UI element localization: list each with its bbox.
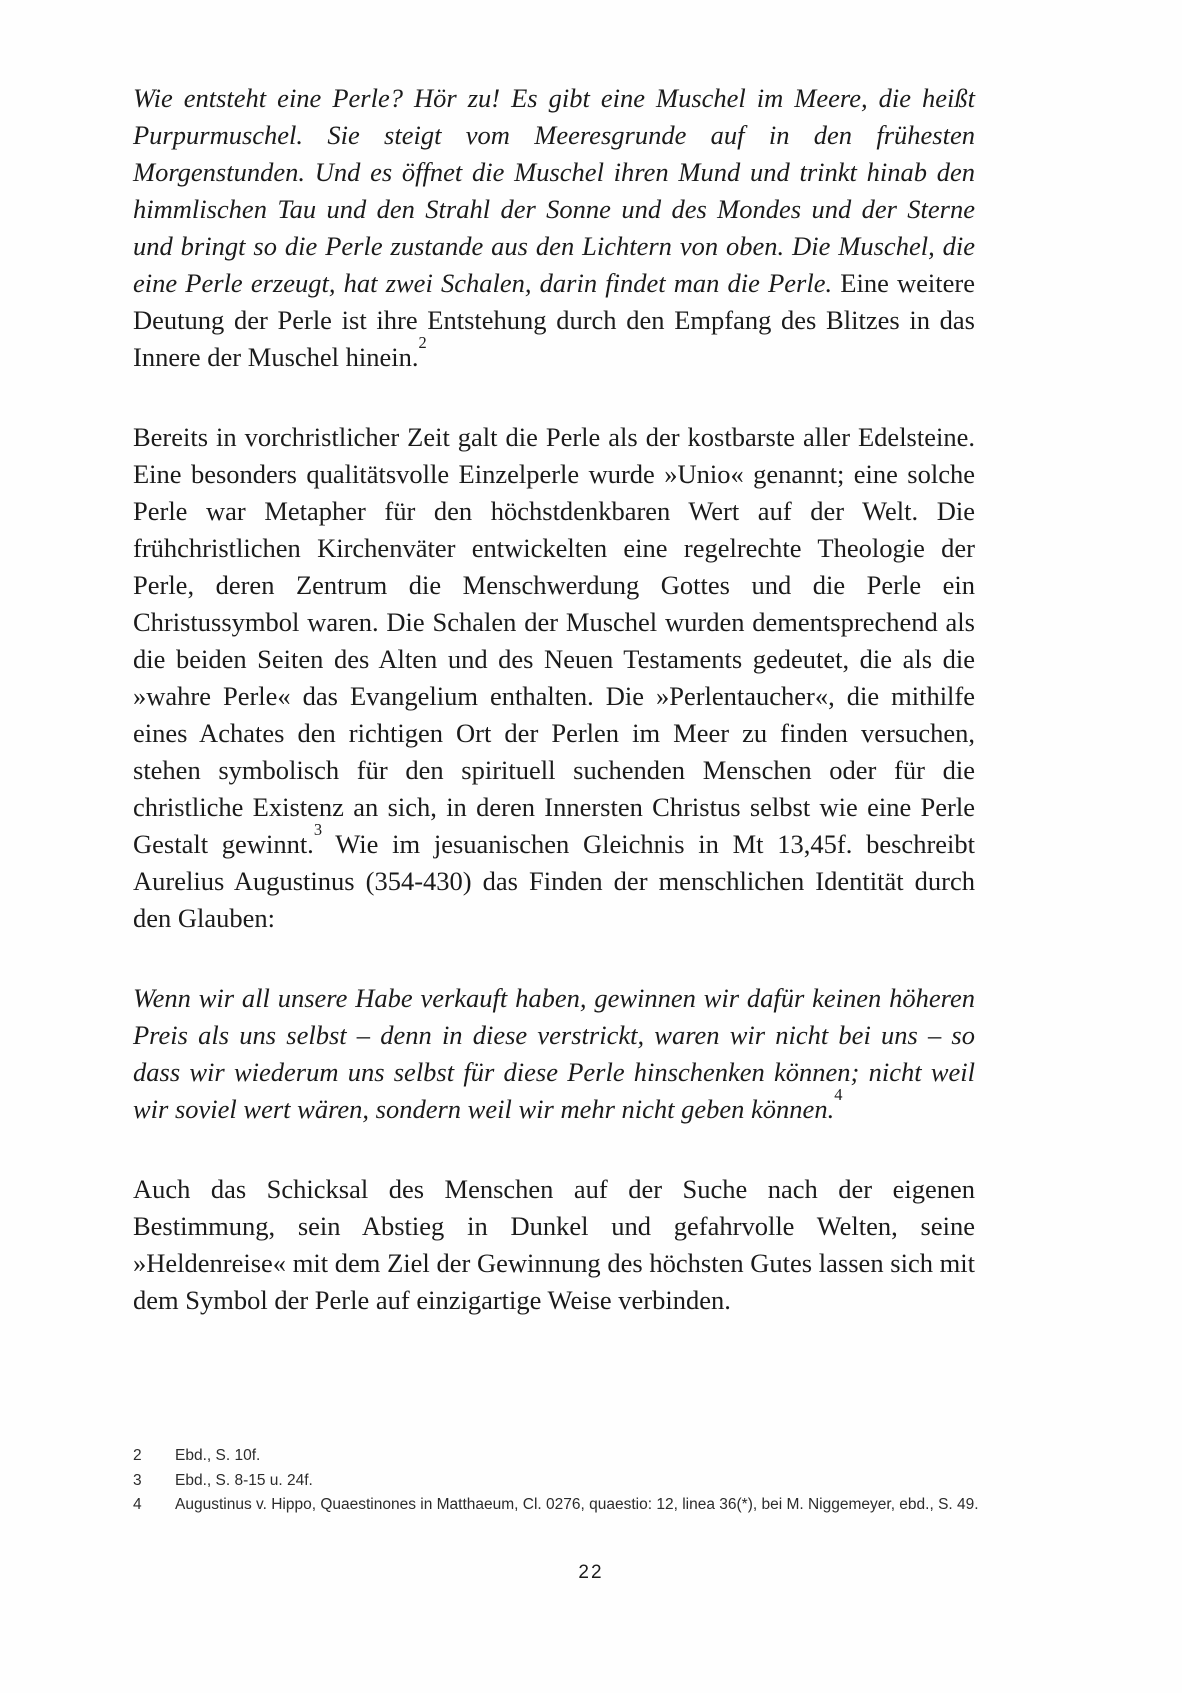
footnote-text: Augustinus v. Hippo, Quaestinones in Matthaeum, Cl. 0276, quaestio: 12, linea 36(*), bei M. Niggemeyer, ebd., S. 49. xyxy=(175,1496,979,1513)
opening-quote-paragraph xyxy=(133,80,975,376)
opening-quote-italic-text: Wie entsteht eine Perle? Hör zu! Es gibt eine Muschel im Meere, die heißt Purpurmuschel. Sie steigt vom Meeresgrunde auf in den frühesten Morgenstunden. Und es öffnet die Muschel ihren Mund und trinkt hinab den himmlischen Tau und den Strahl der Sonne und des Mondes und der Sterne und bringt so die Perle zustande aus den Lichtern von oben. Die Muschel, die eine Perle erzeugt, hat zwei Schalen, darin findet man die Perle. xyxy=(133,83,975,298)
closing-paragraph-text: Auch das Schicksal des Menschen auf der Suche nach der eigenen Bestimmung, sein Abstieg in Dunkel und gefahrvolle Welten, seine »Heldenreise« mit dem Ziel der Gewinnung des höchsten Gutes lassen sich mit dem Symbol der Perle auf einzigartige Weise verbinden. xyxy=(133,1174,975,1315)
augustinus-quote-italic-text: Wenn wir all unsere Habe verkauft haben, gewinnen wir dafür keinen höheren Preis als uns selbst – denn in diese verstrickt, waren wir nicht bei uns – so dass wir wiederum uns selbst für diese Perle hinschenken können; nicht weil wir soviel wert wären, sondern weil wir mehr nicht geben können. xyxy=(133,983,975,1124)
footnote-ref-4: 4 xyxy=(834,1084,843,1104)
closing-paragraph xyxy=(133,1171,975,1319)
opening-quote-roman-text: Eine weitere Deutung der Perle ist ihre Entstehung durch den Empfang des Blitzes in das Innere der Muschel hinein. xyxy=(133,268,975,372)
augustinus-quote-paragraph xyxy=(133,980,975,1128)
footnote-3 xyxy=(133,1469,983,1494)
footnote-text: Ebd., S. 8-15 u. 24f. xyxy=(175,1471,313,1489)
footnote-ref-2: 2 xyxy=(418,332,427,352)
footnote-number: 4 xyxy=(133,1496,142,1513)
body-paragraph-text-before-ref: Bereits in vorchristlicher Zeit galt die Perle als der kostbarste aller Edelsteine. Eine besonders qualitätsvolle Einzelperle wurde »Unio« genannt; eine solche Perle war Metapher für den höchstdenkbaren Wert auf der Welt. Die frühchristlichen Kirchenväter entwickelten eine regelrechte Theologie der Perle, deren Zentrum die Menschwerdung Gottes und die Perle ein Christussymbol waren. Die Schalen der Muschel wurden dementsprechend als die beiden Seiten des Alten und des Neuen Testaments gedeutet, die als die »wahre Perle« das Evangelium enthalten. Die »Perlentaucher«, die mithilfe eines Achates den richtigen Ort der Perlen im Meer zu finden versuchen, stehen symbolisch für den spirituell suchenden Menschen oder für die christliche Existenz an sich, in deren Innersten Christus selbst wie eine Perle Gestalt gewinnt. xyxy=(133,422,975,859)
footnote-2 xyxy=(133,1444,983,1469)
footnotes-block xyxy=(133,1444,983,1518)
footnote-text: Ebd., S. 10f. xyxy=(175,1447,261,1464)
body-paragraph-pearl-history xyxy=(133,419,975,937)
footnote-number: 2 xyxy=(133,1447,142,1464)
footnote-ref-3: 3 xyxy=(313,819,323,839)
footnote-4 xyxy=(133,1493,983,1518)
body-paragraph-text-after-ref: Wie im jesuanischen Gleichnis in Mt 13,45f. beschreibt Aurelius Augustinus (354-430) das Finden der menschlichen Identität durch den Glauben: xyxy=(133,829,976,933)
page-number: 22 xyxy=(578,1562,604,1583)
main-text-block xyxy=(133,80,975,1362)
footnote-number: 3 xyxy=(133,1471,142,1489)
